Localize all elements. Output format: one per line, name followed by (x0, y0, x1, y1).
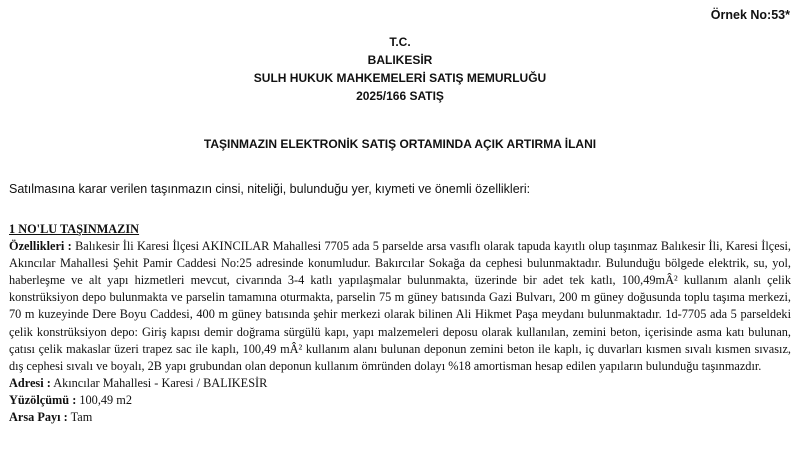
document-header (0, 33, 800, 105)
property-section (9, 221, 791, 426)
arsa-payi-label: Arsa Payı : (9, 410, 68, 425)
adres-label: Adresi : (9, 375, 51, 390)
header-file-number: 2025/166 SATIŞ (356, 89, 444, 103)
ozellikleri-label: Özellikleri : (9, 239, 72, 254)
arsa-payi-value: Tam (70, 410, 93, 425)
ozellikleri-paragraph (9, 238, 791, 375)
document-title: TAŞINMAZIN ELEKTRONİK SATIŞ ORTAMINDA AÇIK ARTIRMA İLANI (203, 137, 597, 151)
ornek-number: Örnek No:53* (710, 8, 790, 22)
yuzolcumu-label: Yüzölçümü : (9, 392, 77, 407)
header-office: SULH HUKUK MAHKEMELERİ SATIŞ MEMURLUĞU (253, 71, 547, 85)
yuzolcumu-value: 100,49 m2 (79, 392, 132, 407)
adres-value: Akıncılar Mahallesi - Karesi / BALIKESİR (53, 375, 268, 390)
header-city: BALIKESİR (367, 53, 433, 67)
yuzolcumu-row (9, 392, 791, 409)
section-title: 1 NO'LU TAŞINMAZIN (9, 222, 140, 236)
intro-text: Satılmasına karar verilen taşınmazın cinsi, niteliği, bulunduğu yer, kıymeti ve önemli özellikleri: (9, 182, 531, 196)
ozellikleri-text: Balıkesir İli Karesi İlçesi AKINCILAR Mahallesi 7705 ada 5 parselde arsa vasıflı olarak tapuda kayıtlı olup taşınmaz Balıkesir İli, Karesi İlçesi, Akıncılar Mahallesi Şehit Pamir Caddesi No:25 adresinde konumludur. Bakırcılar Sokağa da cephesi bulunmaktadır. Bulunduğu bölgede elektrik, su, yol, haberleşme ve alt yapı hizmetleri mevcut, civarında 3-4 katlı yapılaşmalar bulunmakta, üzerinde bir adet tek katlı, 100,49mÂ² kullanım alanlı çelik konstrüksiyon depo bulunmakta ve parselin tamamına oturmakta, parselin 75 m güney batısında Gazi Bulvarı, 200 m güney doğusunda toplu taşıma merkezi, 70 m kuzeyinde Dere Boyu Caddesi, 400 m güney batısında şehir merkezi olarak bilinen Ali Hikmet Paşa meydanı bulunmaktadır. 1d-7705 ada 5 parseldeki çelik konstrüksiyon depo: Giriş kapısı demir doğrama sürgülü kapı, yapı malzemeleri deposu olarak kullanılan, zemini beton, içerisinde asma katı bulunan, çatısı çelik makaslar üzeri trapez sac ile kaplı, 100,49 mÂ² kullanım alanı bulunan deponun zemini beton ile kaplı, iç duvarları kısmen sıvalı kısmen sıvasız, dış cephesi sıvalı ve boyalı, 2B yapı grubundan olan deponun kullanım ömründen dolayı %18 amortisman hesap edilen yapıların bulunduğu taşınmazdır. (9, 239, 791, 373)
arsa-payi-row (9, 409, 791, 426)
adres-row (9, 375, 791, 392)
header-tc: T.C. (389, 35, 411, 49)
